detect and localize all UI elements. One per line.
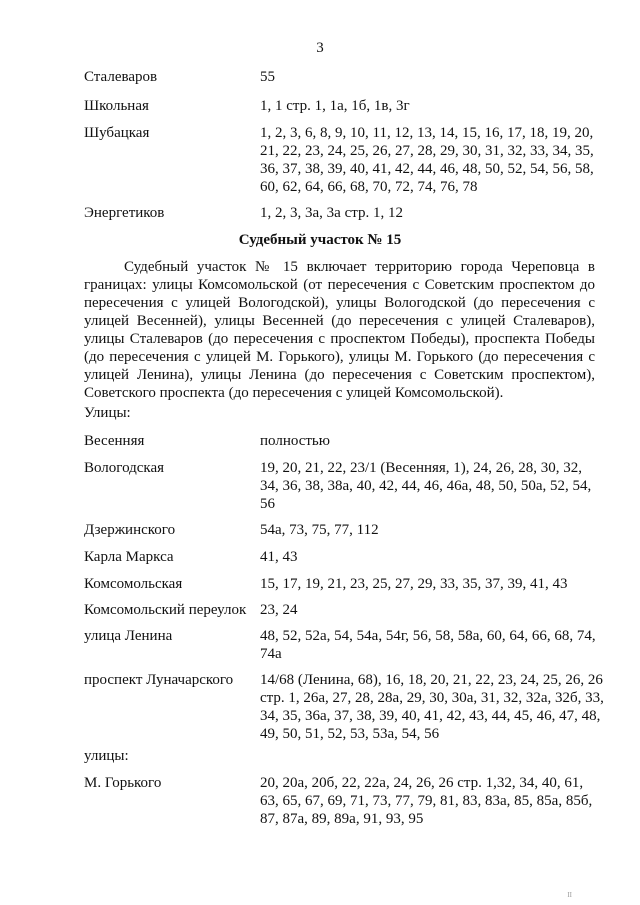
house-numbers: полностью — [260, 433, 330, 449]
street-row — [84, 601, 604, 627]
street-row — [84, 97, 604, 124]
street-row — [84, 575, 604, 601]
house-numbers: 23, 24 — [260, 602, 298, 618]
street-row — [84, 548, 604, 575]
street-name: Комсомольский переулок — [84, 602, 247, 618]
street-row — [84, 204, 604, 226]
street-name: М. Горького — [84, 775, 162, 791]
street-name: Сталеваров — [84, 69, 158, 85]
street-name: Вологодская — [84, 460, 165, 476]
street-row — [84, 671, 604, 751]
house-numbers: 1, 1 стр. 1, 1а, 1б, 1в, 3г — [260, 98, 410, 114]
street-name: Энергетиков — [84, 205, 165, 221]
top-street-list — [84, 68, 604, 226]
street-row — [84, 124, 604, 204]
street-row — [84, 627, 604, 671]
street-name: улица Ленина — [84, 628, 173, 644]
house-numbers: 15, 17, 19, 21, 23, 25, 27, 29, 33, 35, 37, 39, 41, 43 — [260, 576, 568, 592]
house-numbers: 1, 2, 3, 3а, 3а стр. 1, 12 — [260, 205, 403, 221]
street-row — [84, 68, 604, 97]
street-row — [84, 432, 604, 459]
street-row — [84, 459, 604, 521]
house-numbers: 48, 52, 52а, 54, 54а, 54г, 56, 58, 58а, 60, 64, 66, 68, 74, 74а — [260, 628, 596, 662]
street-name: Шубацкая — [84, 125, 150, 141]
house-numbers: 14/68 (Ленина, 68), 16, 18, 20, 21, 22, 23, 24, 25, 26, 26 стр. 1, 26а, 27, 28, 28а, 29, 30, 30а, 31, 32, 32а, 32б, 33, 34, 35, 36а, 37, 38, 39, 40, 41, 42, 43, 44, 45, 46, 47, 48, 49, 50, 51, 52, 53, 53а, 54, 56 — [260, 672, 604, 742]
house-numbers: 1, 2, 3, 6, 8, 9, 10, 11, 12, 13, 14, 15, 16, 17, 18, 19, 20, 21, 22, 23, 24, 25, 26, 27, 28, 29, 30, 31, 32, 33, 34, 35, 36, 37, 38, 39, 40, 41, 42, 44, 46, 48, 50, 52, 54, 56, 58, 60, 62, 64, 66, 68, 70, 72, 74, 76, 78 — [260, 125, 594, 195]
street-row — [84, 521, 604, 548]
street-name: Школьная — [84, 98, 149, 114]
house-numbers: 19, 20, 21, 22, 23/1 (Весенняя, 1), 24, 26, 28, 30, 32, 34, 36, 38, 38а, 40, 42, 44, 46, 46а, 48, 50, 50а, 52, 54, 56 — [260, 460, 592, 512]
street-name: Карла Маркса — [84, 549, 174, 565]
house-numbers: 20, 20а, 20б, 22, 22а, 24, 26, 26 стр. 1,32, 34, 40, 61, 63, 65, 67, 69, 71, 73, 77, 79, 81, 83, 83а, 85, 85а, 85б, 87, 87а, 89, 89а, 91, 93, 95 — [260, 775, 593, 827]
street-name: проспект Луначарского — [84, 672, 234, 688]
street-name: Дзержинского — [84, 522, 176, 538]
street-list — [84, 432, 604, 751]
house-numbers: 55 — [260, 69, 275, 85]
house-numbers: 41, 43 — [260, 549, 298, 565]
street-row — [84, 774, 604, 834]
street-list-2 — [84, 774, 604, 834]
section-description: Судебный участок № 15 включает территорию города Череповца в границах: улицы Комсомольской (от пересечения с Советским проспектом до пересечения с улицей Вологодской), улицы Вологодской (до пересечения с улицей Весенней), улицы Весенней (до пересечения с улицей Сталеваров), улицы Сталеваров (до пересечения с проспектом Победы), проспекта Победы (до пересечения с улицей М. Горького), улицы М. Горького (до пересечения с улицей Ленина), улицы Ленина (до пересечения с Советским проспектом), Советского проспекта (до пересечения с улицей Комсомольской). — [84, 259, 595, 401]
section-title: Судебный участок № 15 — [238, 232, 402, 248]
streets-label-2: улицы: — [84, 748, 129, 764]
streets-label: Улицы: — [84, 405, 131, 421]
street-name: Весенняя — [84, 433, 145, 449]
street-name: Комсомольская — [84, 576, 183, 592]
house-numbers: 54а, 73, 75, 77, 112 — [260, 522, 379, 538]
corner-mark: II — [567, 891, 572, 899]
page-number: 3 — [316, 40, 324, 56]
